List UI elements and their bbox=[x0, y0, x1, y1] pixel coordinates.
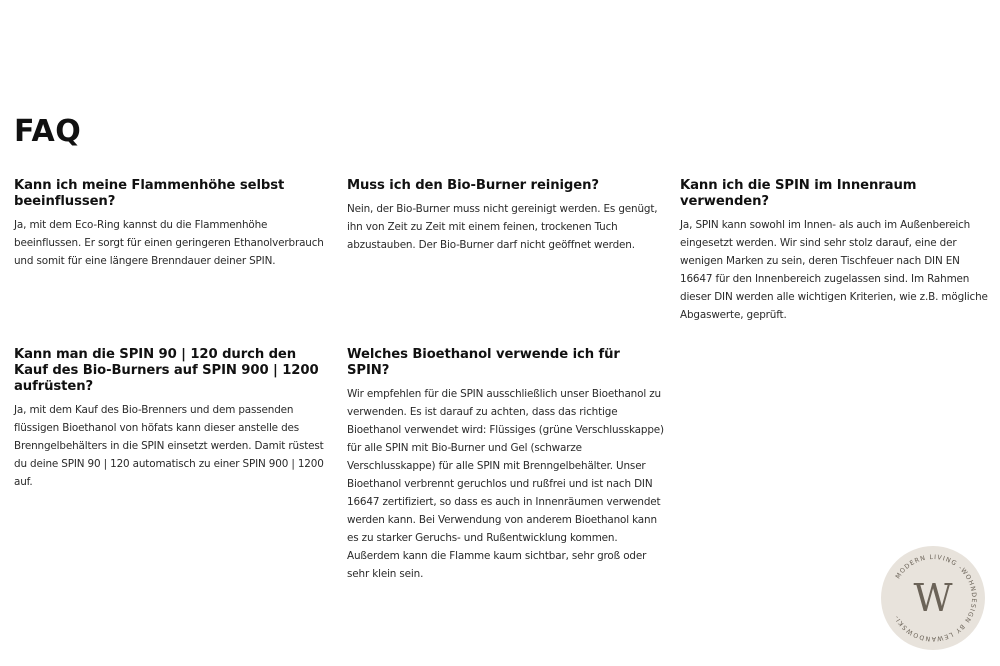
faq-answer: Nein, der Bio-Burner muss nicht gereinigt werden. Es genügt, ihn von Zeit zu Zeit mit einem feinen, trockenen Tuch abzustauben. Der Bio-Burner darf nicht geöffnet werden. bbox=[347, 203, 658, 251]
faq-question: Kann ich die SPIN im Innenraum verwenden? bbox=[680, 178, 917, 209]
brand-badge-logo bbox=[880, 545, 986, 651]
faq-answer: Ja, mit dem Eco-Ring kannst du die Flammenhöhe beeinflussen. Er sorgt für einen geringeren Ethanolverbrauch und somit für eine längere Brenndauer deiner SPIN. bbox=[14, 219, 324, 267]
faq-question: Kann ich meine Flammenhöhe selbst beeinflussen? bbox=[14, 178, 285, 209]
faq-item-upgrade bbox=[14, 347, 332, 491]
faq-item-flame-height bbox=[14, 178, 332, 270]
faq-question: Kann man die SPIN 90 | 120 durch den Kauf des Bio-Burners auf SPIN 900 | 1200 aufrüsten? bbox=[14, 347, 319, 394]
faq-answer: Wir empfehlen für die SPIN ausschließlich unser Bioethanol zu verwenden. Es ist darauf zu achten, dass das richtige Bioethanol verwendet wird: Flüssiges (grüne Verschlusskappe) für alle SPIN mit Bio-Burner und Gel (schwarze Verschlusskappe) für alle SPIN mit Brenngelbehälter. Unser Bioethanol verbrennt geruchlos und rußfrei und ist nach DIN 16647 zertifiziert, so dass es auch in Innenräumen verwendet werden kann. Bei Verwendung von anderem Bioethanol kann es zu starker Geruchs- und Rußentwicklung kommen. Außerdem kann die Flamme kaum sichtbar, sehr groß oder sehr klein sein. bbox=[347, 388, 664, 580]
brand-badge-svg bbox=[880, 545, 986, 651]
faq-item-indoor-use bbox=[680, 178, 992, 324]
faq-answer: Ja, mit dem Kauf des Bio-Brenners und dem passenden flüssigen Bioethanol von höfats kann dieser anstelle des Brenngelbehälters in die SPIN einsetzt werden. Damit rüstest du deine SPIN 90 | 120 automatisch zu einer SPIN 900 | 1200 auf. bbox=[14, 404, 324, 488]
faq-answer: Ja, SPIN kann sowohl im Innen- als auch im Außenbereich eingesetzt werden. Wir sind sehr stolz darauf, eine der wenigen Marken zu sein, deren Tischfeuer nach DIN EN 16647 für den Innenbereich zugelassen sind. Im Rahmen dieser DIN werden alle wichtigen Kriterien, wie z.B. mögliche Abgaswerte, geprüft. bbox=[680, 219, 988, 321]
badge-monogram: W bbox=[913, 576, 953, 620]
faq-question: Muss ich den Bio-Burner reinigen? bbox=[347, 178, 599, 193]
faq-question: Welches Bioethanol verwende ich für SPIN? bbox=[347, 347, 620, 378]
faq-item-bioethanol bbox=[347, 347, 665, 583]
page-title: FAQ bbox=[14, 114, 82, 149]
badge-ring-text: MODERN LIVING -WOHNDESIGN BY LEWANDOWSKI- bbox=[893, 553, 978, 643]
faq-item-clean-burner bbox=[347, 178, 665, 254]
